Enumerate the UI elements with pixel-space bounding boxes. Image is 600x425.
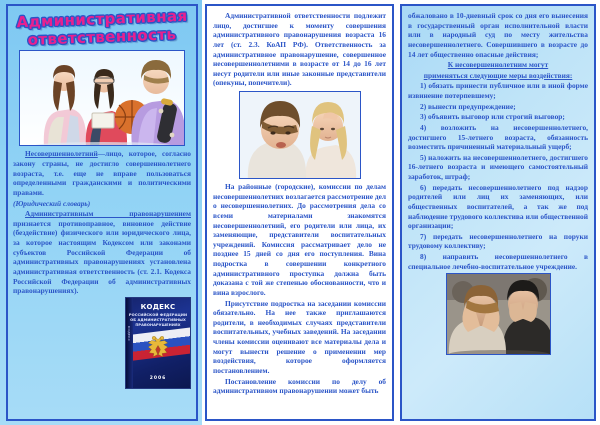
photo-teens (19, 50, 185, 146)
column1-source: (Юридический словарь) (13, 198, 91, 208)
book-title: КОДЕКС (140, 302, 176, 311)
term-administrative-offence: Административным правонарушением (25, 209, 191, 219)
column3-continuation: обжаловано в 10-дневный срок со дня его вынесения в государственный орган исполнительной власти или в народный суд по месту жительства несовершеннолетнего. Совершившего в возрасте до 14 лет общественно опасные действия; (408, 11, 588, 59)
column2-para3: Присутствие подростка на заседании комиссии обязательно. На нее также приглашаются родители, в необходимых случаях представители воспитательных, учебных заведений. На заседании члены комиссии оценивают все материалы дела и могут вынести решение о применении мер воздействия, которое оформляется постановлением. (213, 298, 386, 375)
column1-para1-text: —лицо, которое, согласно закону страны, не достигло совершеннолетнего возраста, т.е. еще не вправе пользоваться определенными гражданскими и политическими правами. (13, 149, 191, 197)
column-2-panel (205, 4, 394, 421)
column3-heading-line-1: К несовершеннолетним могут (447, 60, 549, 70)
column-3 (397, 0, 600, 425)
book-spine-label: КОДЕКС (127, 325, 131, 342)
term-minor: Несовершеннолетний (25, 149, 98, 159)
column-3-panel (400, 4, 596, 421)
double-headed-eagle-icon (145, 334, 171, 360)
book-spine (126, 298, 133, 388)
measure-item-4: 4) возложить на несовершеннолетнего, достигшего 15-летнего возраста, обязанность возместить причиненный материальный ущерб; (408, 122, 588, 152)
photo-teens-illustration (20, 51, 185, 146)
book-subtitle-line-3: ПРАВОНАРУШЕНИЯХ (135, 323, 181, 328)
column1-para1 (13, 149, 191, 197)
measure-item-7: 7) передать несовершеннолетнего на поруки трудовому коллективу; (408, 231, 588, 251)
measure-item-5: 5) наложить на несовершеннолетнего, достигшего 16-летнего возраста и имеющего самостоятельный заработок, штраф; (408, 152, 588, 181)
photo-boy-and-mother (239, 91, 361, 179)
photo-koap-book (125, 297, 191, 389)
column1-para2 (13, 209, 191, 296)
measure-item-2: 2) вынести предупреждение; (420, 101, 516, 111)
book-subtitle-line-1: РОССИЙСКОЙ ФЕДЕРАЦИИ (128, 312, 188, 317)
title-line-2: ответственность (27, 24, 177, 49)
column3-heading-line-2: применяться следующие меры воздействия: (423, 70, 573, 80)
photo-crying-illustration (447, 274, 551, 355)
measure-item-3: 3) объявить выговор или строгий выговор; (420, 112, 565, 122)
measure-item-1: 1) обязать принести публичное или в иной форме извинение потерпевшему; (408, 81, 588, 100)
column-1 (0, 0, 202, 425)
measure-item-6: 6) передать несовершеннолетнего под надзор родителей или лиц их заменяющих, или общественных воспитателей, а так же под наблюдение трудового коллектива или общественной организации; (408, 182, 588, 231)
column2-para1: Административной ответственности подлежит лицо, достигшее к моменту совершения административного правонарушения возраста 16 лет (ст. 2.3. КоАП РФ). Ответственность за административное правонарушение, совершенное несовершеннолетними в возрасте от 14 до 16 лет несут родители или иные законные представители (опекуны, попечители). (213, 11, 386, 88)
book-subtitle-line-2: ОБ АДМИНИСТРАТИВНЫХ (130, 317, 186, 322)
column-2 (202, 0, 397, 425)
column-1-panel (6, 4, 198, 421)
book-year: 2006 (149, 375, 167, 381)
photo-boy-mother-illustration (240, 92, 361, 179)
measure-item-8: 8) направить несовершеннолетнего в специальное лечебно-воспитательное учреждение. (408, 252, 588, 271)
column1-para2-text: признается противоправное, виновное действие (бездействие) физического или юридического лица, за которое настоящим Кодексом или законами субъектов Российской Федерации об административных правонарушениях установлена административная ответственность (ст. 2.1. Кодекса Российской Федерации об административных правонарушениях). (13, 218, 191, 296)
column2-para2: На районные (городские), комиссии по делам несовершеннолетних возлагается рассмотрение дел о несовершеннолетних. До рассмотрения дела со всеми материалами знакомятся несовершеннолетний, его родители или лица, их заменяющие, представители воспитательных учреждений. Комиссия рассматривает дело не позднее 15 дней со дня его поступления. Вина подростка в совершении конкретного административного проступка должна быть доказана с той же степенью обоснованности, что и вина взрослого. (213, 182, 387, 297)
photo-crying-teens (446, 273, 551, 355)
brochure-title (13, 6, 191, 50)
column2-para4: Постановление комиссии по делу об административном правонарушении может быть (213, 376, 386, 396)
book-subtitle (128, 313, 188, 329)
title-line-1: Административная (16, 6, 188, 32)
